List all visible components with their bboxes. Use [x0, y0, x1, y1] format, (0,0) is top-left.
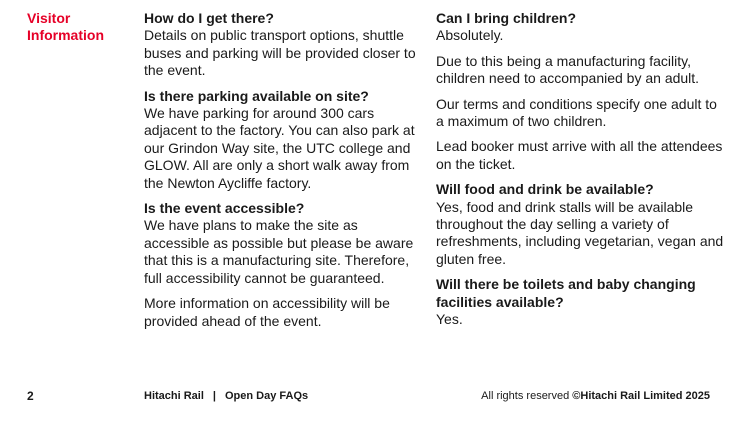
faq-item-parking — [144, 88, 416, 192]
copyright-holder: ©Hitachi Rail Limited 2025 — [572, 390, 710, 402]
faq-item-food-drink — [436, 181, 726, 268]
section-title-line2: Information — [27, 27, 104, 43]
faq-question: Can I bring children? — [436, 10, 577, 26]
faq-item-getting-there — [144, 10, 416, 80]
faq-right-column — [436, 10, 726, 337]
faq-paragraph: More information on accessibility will be provided ahead of the event. — [144, 295, 390, 329]
footer-copyright — [474, 389, 710, 403]
faq-answer: We have plans to make the site as accessible as possible but please be aware that this is a manufacturing site. Therefore, full accessibility cannot be guaranteed. — [144, 217, 414, 286]
faq-question: Is the event accessible? — [144, 200, 305, 217]
faq-question: How do I get there? — [144, 10, 274, 26]
faq-paragraph: Due to this being a manufacturing facility, children need to accompanied by an adult. — [436, 52, 700, 87]
faq-item-accessibility — [144, 200, 416, 287]
page-number: 2 — [27, 389, 34, 403]
faq-answer: Details on public transport options, shuttle buses and parking will be provided closer to the event. — [144, 27, 416, 79]
section-title — [27, 10, 127, 44]
footer-separator: | — [212, 390, 216, 402]
faq-answer: Yes. — [436, 311, 463, 328]
footer-doc-title: Open Day FAQs — [224, 390, 309, 402]
faq-paragraph: Lead booker must arrive with all the attendees on the ticket. — [436, 138, 723, 172]
faq-answer: Absolutely. — [436, 27, 504, 44]
faq-question: Will there be toilets and baby changing facilities available? — [436, 276, 696, 310]
faq-question: Is there parking available on site? — [144, 87, 369, 104]
faq-item-children — [436, 10, 726, 45]
section-title-line1: Visitor — [27, 10, 71, 26]
faq-answer: We have parking for around 300 cars adjacent to the factory. You can also park at our Grindon Way site, the UTC college and GLOW. All are only a short walk away from the Newton Aycliffe factory. — [144, 105, 415, 191]
faq-answer: Yes, food and drink stalls will be available throughout the day selling a variety of refreshments, including vegetarian, vegan and gluten free. — [436, 198, 724, 267]
copyright-prefix: All rights reserved — [481, 390, 570, 402]
footer-brand-name: Hitachi Rail — [144, 390, 204, 402]
footer-brand — [144, 389, 308, 403]
faq-item-toilets — [436, 276, 726, 328]
faq-left-column — [144, 10, 416, 338]
faq-paragraph: Our terms and conditions specify one adult to a maximum of two children. — [436, 95, 717, 130]
faq-question: Will food and drink be available? — [436, 181, 654, 198]
